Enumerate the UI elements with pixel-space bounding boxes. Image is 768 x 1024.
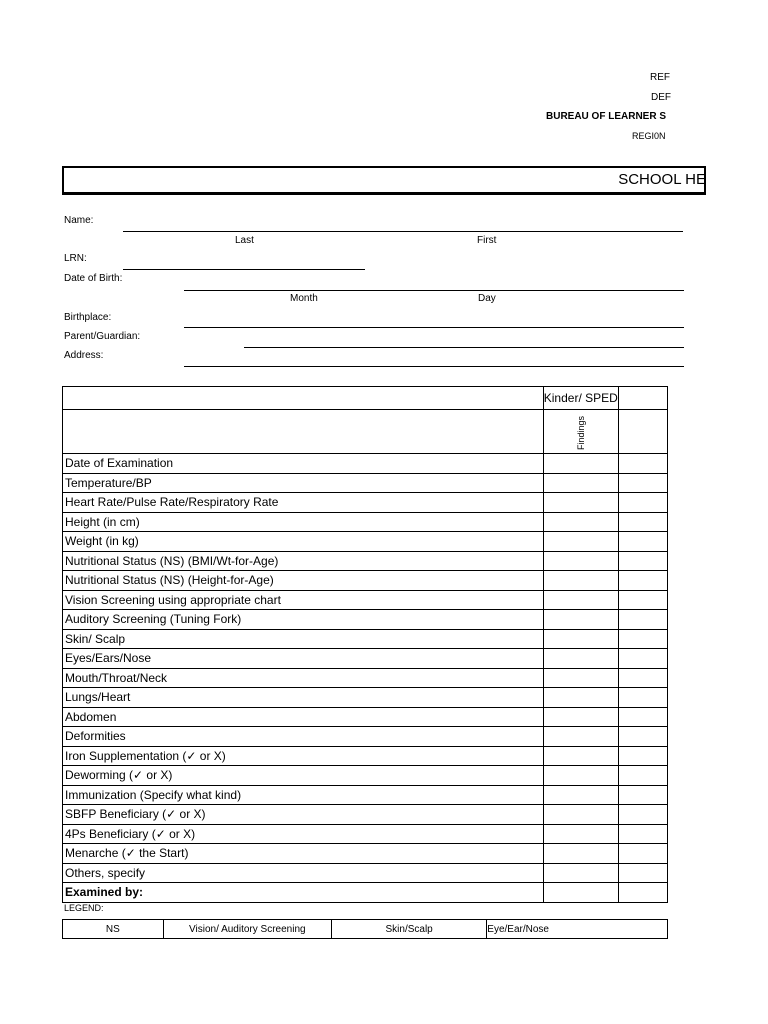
exam-table — [62, 386, 668, 903]
finding-input-cell[interactable] — [618, 532, 667, 552]
exam-item-label: Skin/ Scalp — [63, 629, 544, 649]
birthplace-label: Birthplace: — [64, 312, 112, 323]
finding-input-cell[interactable] — [543, 551, 618, 571]
finding-input-cell[interactable] — [543, 668, 618, 688]
lrn-line[interactable] — [123, 269, 365, 270]
exam-subheader-row — [63, 410, 668, 454]
exam-item-label: 4Ps Beneficiary (✓ or X) — [63, 824, 544, 844]
finding-input-cell[interactable] — [543, 805, 618, 825]
exam-row — [63, 668, 668, 688]
parent-line[interactable] — [244, 347, 684, 348]
exam-row — [63, 805, 668, 825]
exam-row — [63, 532, 668, 552]
exam-item-label: Immunization (Specify what kind) — [63, 785, 544, 805]
name-line[interactable] — [123, 231, 683, 232]
exam-item-label: SBFP Beneficiary (✓ or X) — [63, 805, 544, 825]
legend-row — [63, 920, 668, 939]
finding-input-cell[interactable] — [543, 571, 618, 591]
form-title: SCHOOL HE — [618, 171, 706, 188]
exam-row — [63, 863, 668, 883]
exam-header-row — [63, 387, 668, 410]
finding-input-cell[interactable] — [618, 688, 667, 708]
exam-item-label: Nutritional Status (NS) (BMI/Wt-for-Age) — [63, 551, 544, 571]
exam-item-label: Deformities — [63, 727, 544, 747]
exam-item-label: Weight (in kg) — [63, 532, 544, 552]
exam-item-label: Mouth/Throat/Neck — [63, 668, 544, 688]
finding-input-cell[interactable] — [543, 824, 618, 844]
exam-row — [63, 883, 668, 903]
finding-input-cell[interactable] — [543, 746, 618, 766]
finding-input-cell[interactable] — [543, 844, 618, 864]
finding-input-cell[interactable] — [618, 766, 667, 786]
exam-row — [63, 766, 668, 786]
finding-input-cell[interactable] — [618, 512, 667, 532]
finding-input-cell[interactable] — [543, 883, 618, 903]
kinder-sped-header: Kinder/ SPED — [543, 387, 618, 410]
finding-input-cell[interactable] — [618, 824, 667, 844]
finding-input-cell[interactable] — [543, 629, 618, 649]
birthplace-line[interactable] — [184, 327, 684, 328]
exam-row — [63, 629, 668, 649]
finding-input-cell[interactable] — [618, 707, 667, 727]
finding-input-cell[interactable] — [618, 668, 667, 688]
exam-item-label: Eyes/Ears/Nose — [63, 649, 544, 669]
exam-row — [63, 493, 668, 513]
exam-row — [63, 454, 668, 474]
finding-input-cell[interactable] — [543, 473, 618, 493]
finding-input-cell[interactable] — [543, 610, 618, 630]
subheader-extra-cell — [618, 410, 667, 454]
exam-row — [63, 746, 668, 766]
exam-row — [63, 512, 668, 532]
exam-row — [63, 824, 668, 844]
header-blank-cell — [63, 387, 544, 410]
exam-row — [63, 590, 668, 610]
examined-by-label: Examined by: — [63, 883, 544, 903]
exam-row — [63, 610, 668, 630]
exam-row — [63, 473, 668, 493]
finding-input-cell[interactable] — [543, 493, 618, 513]
exam-item-label: Nutritional Status (NS) (Height-for-Age) — [63, 571, 544, 591]
legend-vision: Vision/ Auditory Screening — [163, 920, 331, 939]
finding-input-cell[interactable] — [618, 571, 667, 591]
exam-item-label: Others, specify — [63, 863, 544, 883]
exam-item-label: Height (in cm) — [63, 512, 544, 532]
finding-input-cell[interactable] — [618, 727, 667, 747]
finding-input-cell[interactable] — [618, 610, 667, 630]
finding-input-cell[interactable] — [543, 688, 618, 708]
finding-input-cell[interactable] — [618, 493, 667, 513]
exam-row — [63, 571, 668, 591]
exam-row — [63, 707, 668, 727]
exam-row — [63, 649, 668, 669]
header-line-1: REF — [650, 72, 670, 83]
legend-eye: Eye/Ear/Nose — [487, 920, 668, 939]
finding-input-cell[interactable] — [618, 863, 667, 883]
legend-label: LEGEND: — [64, 903, 104, 913]
header-bureau: BUREAU OF LEARNER S — [546, 111, 667, 122]
exam-row — [63, 785, 668, 805]
finding-input-cell[interactable] — [618, 454, 667, 474]
address-line[interactable] — [184, 366, 684, 367]
exam-item-label: Auditory Screening (Tuning Fork) — [63, 610, 544, 630]
first-label: First — [477, 235, 497, 246]
finding-input-cell[interactable] — [618, 629, 667, 649]
finding-input-cell[interactable] — [543, 590, 618, 610]
legend-skin: Skin/Scalp — [331, 920, 486, 939]
exam-row — [63, 688, 668, 708]
exam-row — [63, 844, 668, 864]
dob-line[interactable] — [184, 290, 684, 291]
finding-input-cell[interactable] — [543, 649, 618, 669]
legend-ns: NS — [63, 920, 164, 939]
finding-input-cell[interactable] — [543, 766, 618, 786]
exam-item-label: Deworming (✓ or X) — [63, 766, 544, 786]
exam-item-label: Lungs/Heart — [63, 688, 544, 708]
finding-input-cell[interactable] — [618, 746, 667, 766]
legend-table — [62, 919, 668, 939]
parent-label: Parent/Guardian: — [64, 331, 141, 342]
header-region: REGI0N — [632, 131, 666, 141]
exam-row — [63, 727, 668, 747]
name-label: Name: — [64, 215, 94, 226]
finding-input-cell[interactable] — [543, 727, 618, 747]
subheader-blank-cell — [63, 410, 544, 454]
last-label: Last — [235, 235, 254, 246]
finding-input-cell[interactable] — [618, 805, 667, 825]
findings-cell — [543, 410, 618, 454]
header-line-2: DEF — [651, 92, 671, 103]
finding-input-cell[interactable] — [618, 473, 667, 493]
finding-input-cell[interactable] — [543, 512, 618, 532]
finding-input-cell[interactable] — [543, 785, 618, 805]
finding-input-cell[interactable] — [543, 454, 618, 474]
header-extra-cell — [618, 387, 667, 410]
exam-item-label: Temperature/BP — [63, 473, 544, 493]
title-box — [62, 166, 706, 195]
exam-item-label: Date of Examination — [63, 454, 544, 474]
exam-row — [63, 551, 668, 571]
finding-input-cell[interactable] — [543, 863, 618, 883]
exam-item-label: Vision Screening using appropriate chart — [63, 590, 544, 610]
month-label: Month — [290, 293, 318, 304]
exam-item-label: Menarche (✓ the Start) — [63, 844, 544, 864]
day-label: Day — [478, 293, 496, 304]
exam-item-label: Abdomen — [63, 707, 544, 727]
finding-input-cell[interactable] — [618, 649, 667, 669]
finding-input-cell[interactable] — [543, 532, 618, 552]
dob-label: Date of Birth: — [64, 273, 123, 284]
finding-input-cell[interactable] — [618, 844, 667, 864]
finding-input-cell[interactable] — [618, 551, 667, 571]
exam-item-label: Heart Rate/Pulse Rate/Respiratory Rate — [63, 493, 544, 513]
finding-input-cell[interactable] — [543, 707, 618, 727]
finding-input-cell[interactable] — [618, 883, 667, 903]
exam-item-label: Iron Supplementation (✓ or X) — [63, 746, 544, 766]
finding-input-cell[interactable] — [618, 590, 667, 610]
address-label: Address: — [64, 350, 104, 361]
lrn-label: LRN: — [64, 253, 87, 264]
finding-input-cell[interactable] — [618, 785, 667, 805]
findings-header: Findings — [575, 415, 586, 450]
